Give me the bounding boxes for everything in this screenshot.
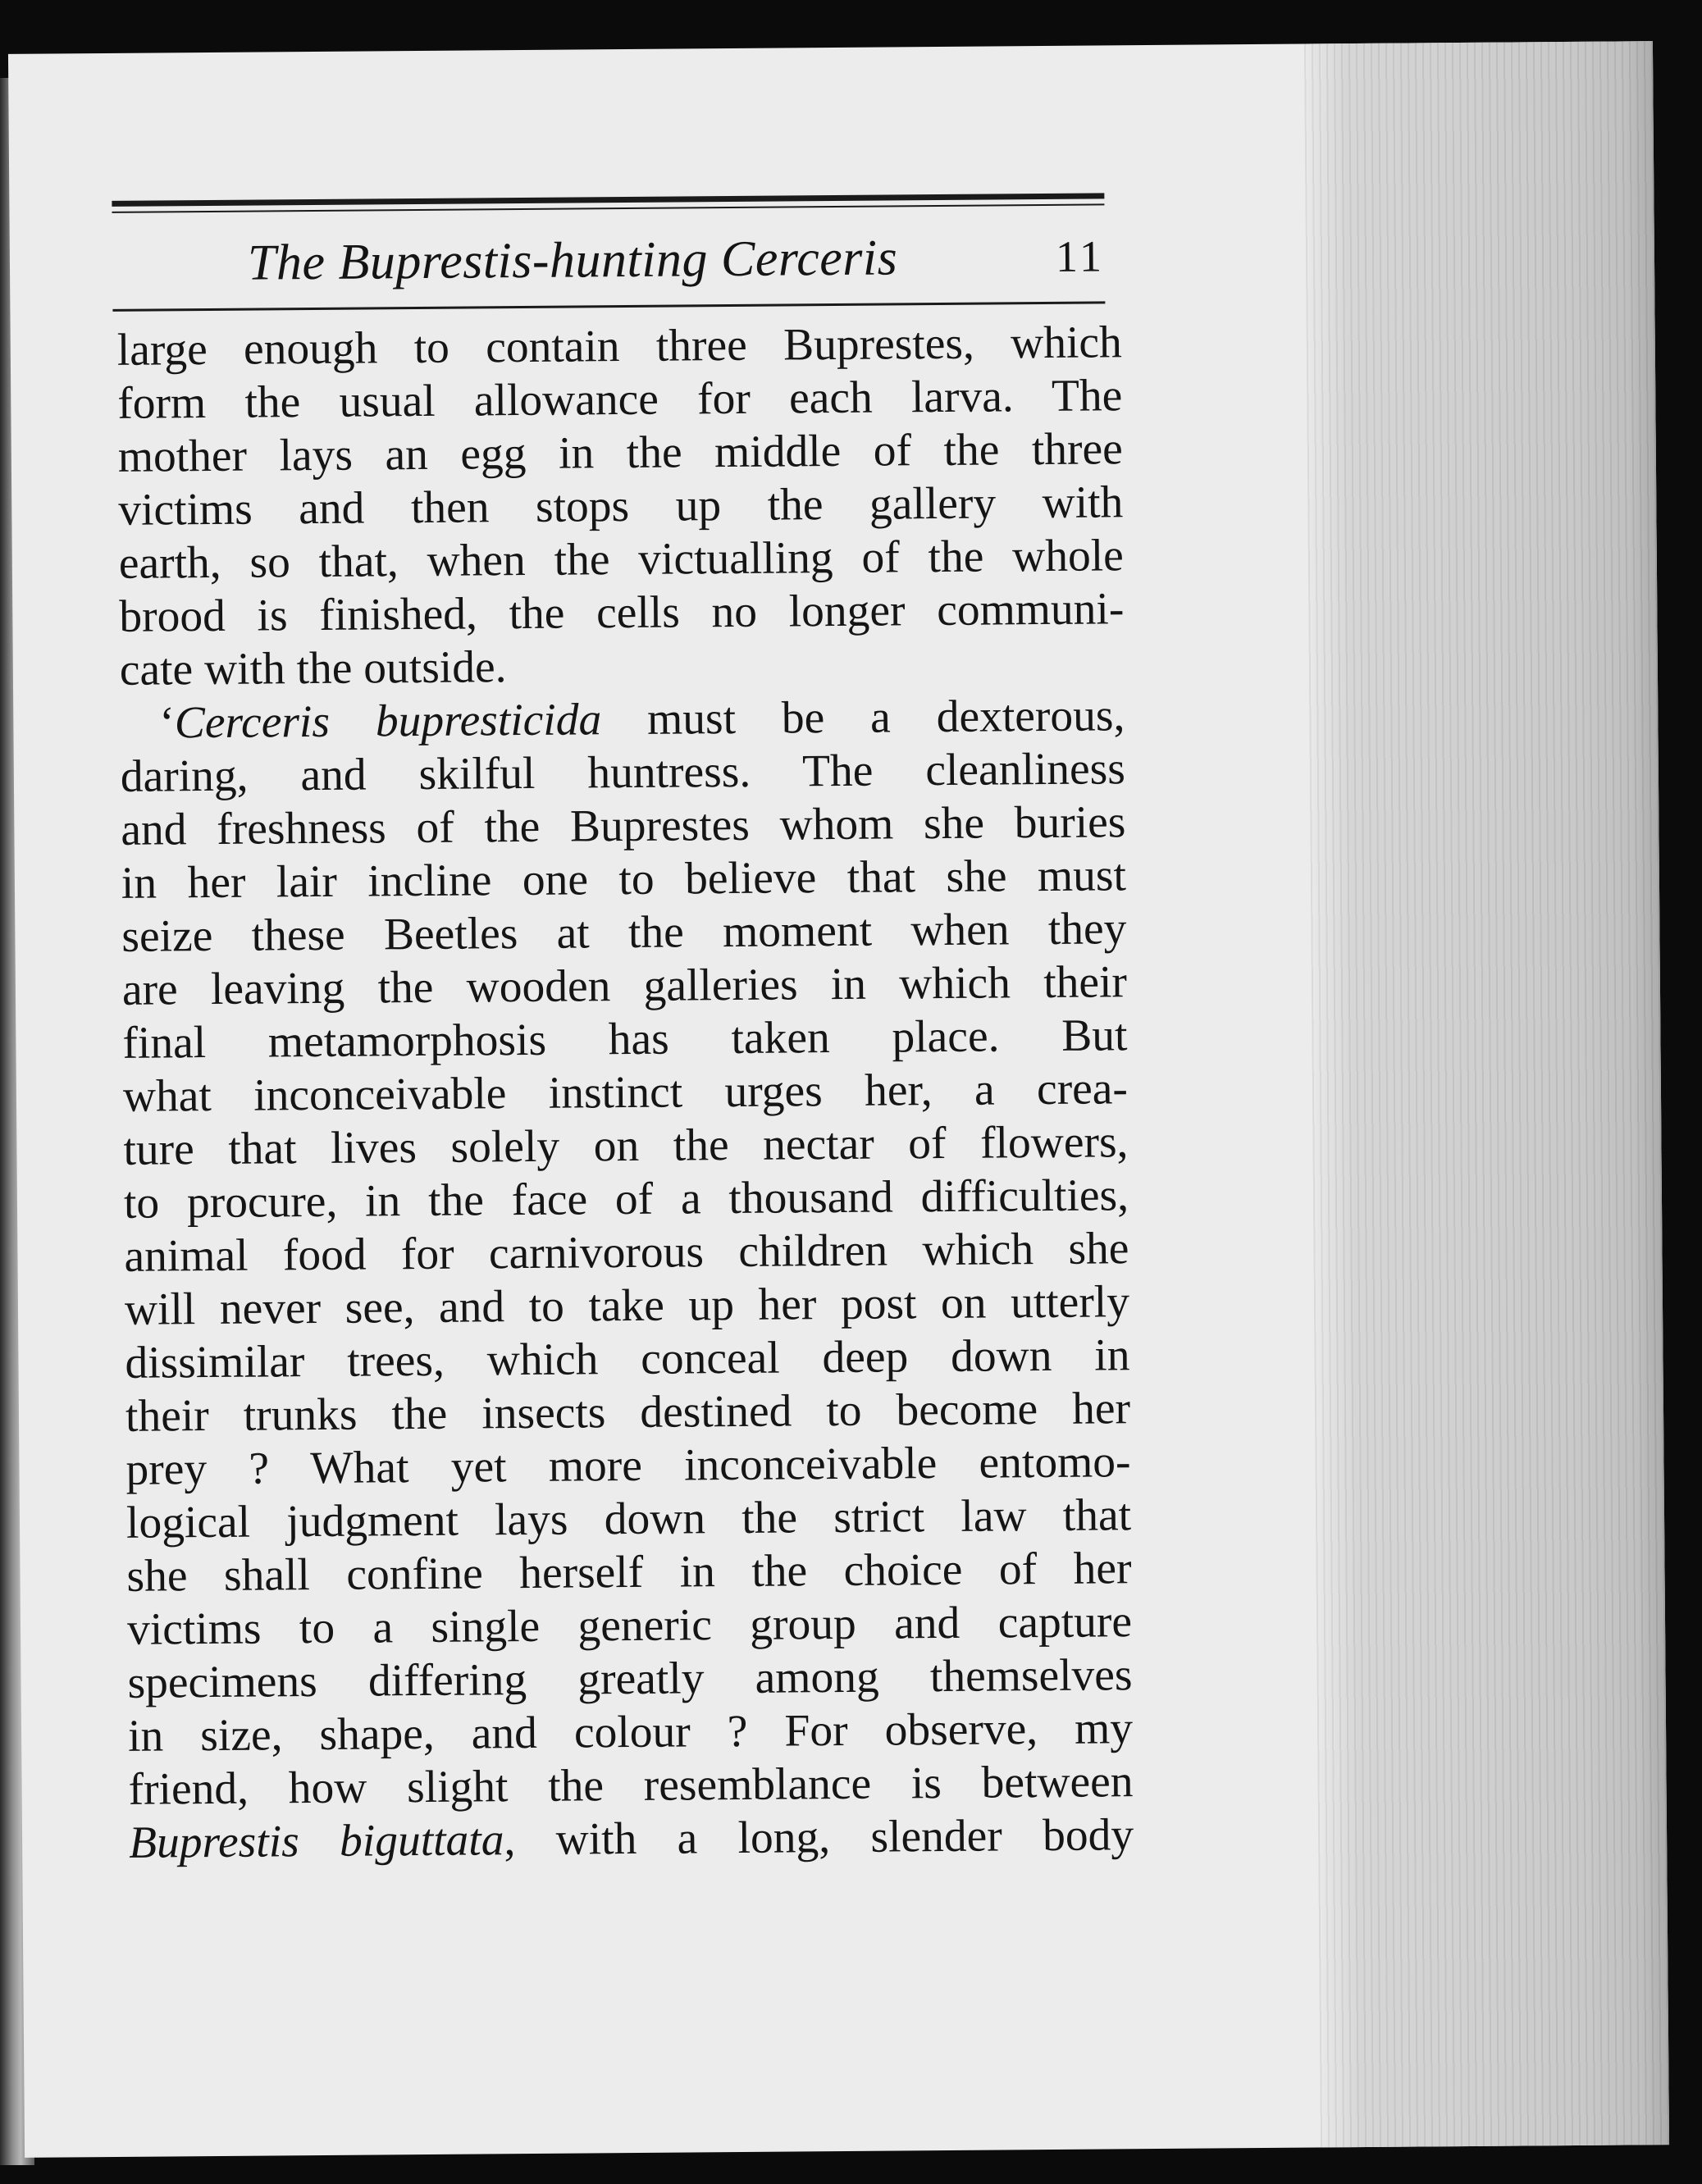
text-line: to procure, in the face of a thousand difficulties, (123, 1170, 1129, 1229)
text-line: dissimilar trees, which conceal deep down in (125, 1330, 1130, 1388)
page-number: 11 (1055, 231, 1106, 281)
text-line: are leaving the wooden galleries in which their (121, 957, 1128, 1015)
text-line: ture that lives solely on the nectar of flowers, (123, 1117, 1129, 1175)
text-line: cate with the outside. (119, 642, 507, 695)
text-line: daring, and skilful huntress. The cleanliness (120, 744, 1126, 802)
running-head (112, 227, 1106, 301)
text-line: victims to a single generic group and capture (126, 1597, 1133, 1655)
page-edge-strip (1304, 41, 1669, 2147)
running-head-title: The Buprestis-hunting Cerceris (247, 230, 898, 291)
line-rest: must be a dexterous, (600, 691, 1125, 745)
line-rest: , with a long, slender body (504, 1810, 1134, 1866)
body-text (117, 316, 1134, 1870)
text-line (129, 1808, 1134, 1870)
text-line: she shall confine herself in the choice of her (126, 1543, 1132, 1602)
text-line: their trunks the insects destined to become her (125, 1384, 1131, 1442)
book-page (8, 41, 1669, 2158)
text-line: what inconceivable instinct urges her, a crea- (122, 1064, 1129, 1122)
text-line: will never see, and to take up her post on utterly (124, 1277, 1130, 1335)
text-line: in size, shape, and colour ? For observe, my (127, 1703, 1134, 1762)
text-line: animal food for carnivorous children which she (124, 1224, 1129, 1282)
text-line-paragraph-start (120, 689, 1125, 750)
text-line: logical judgment lays down the strict law that (125, 1490, 1132, 1548)
text-line: large enough to contain three Buprestes, which (116, 317, 1123, 376)
header-rule-bottom (112, 301, 1105, 312)
text-line: prey ? What yet more inconceivable entomo- (125, 1437, 1131, 1495)
text-line: seize these Beetles at the moment when they (121, 904, 1127, 962)
text-line: and freshness of the Buprestes whom she buries (121, 797, 1126, 855)
text-line: in her lair incline one to believe that she must (121, 850, 1127, 909)
text-line: earth, so that, when the victualling of the whole (118, 531, 1125, 589)
species-name-italic: Cerceris bupresticida (174, 695, 602, 749)
species-name-italic: Buprestis biguttata (128, 1815, 504, 1868)
text-line: form the usual allowance for each larva. The (117, 371, 1123, 429)
text-line: final metamorphosis has taken place. But (122, 1010, 1128, 1069)
text-line: friend, how slight the resemblance is between (128, 1757, 1134, 1815)
text-line: mother lays an egg in the middle of the three (117, 424, 1124, 482)
text-line: specimens differing greatly among themselves (127, 1650, 1133, 1708)
text-line: victims and then stops up the gallery with (118, 477, 1124, 536)
open-quote: ‘ (159, 698, 176, 749)
text-line: brood is finished, the cells no longer communi- (119, 584, 1125, 642)
